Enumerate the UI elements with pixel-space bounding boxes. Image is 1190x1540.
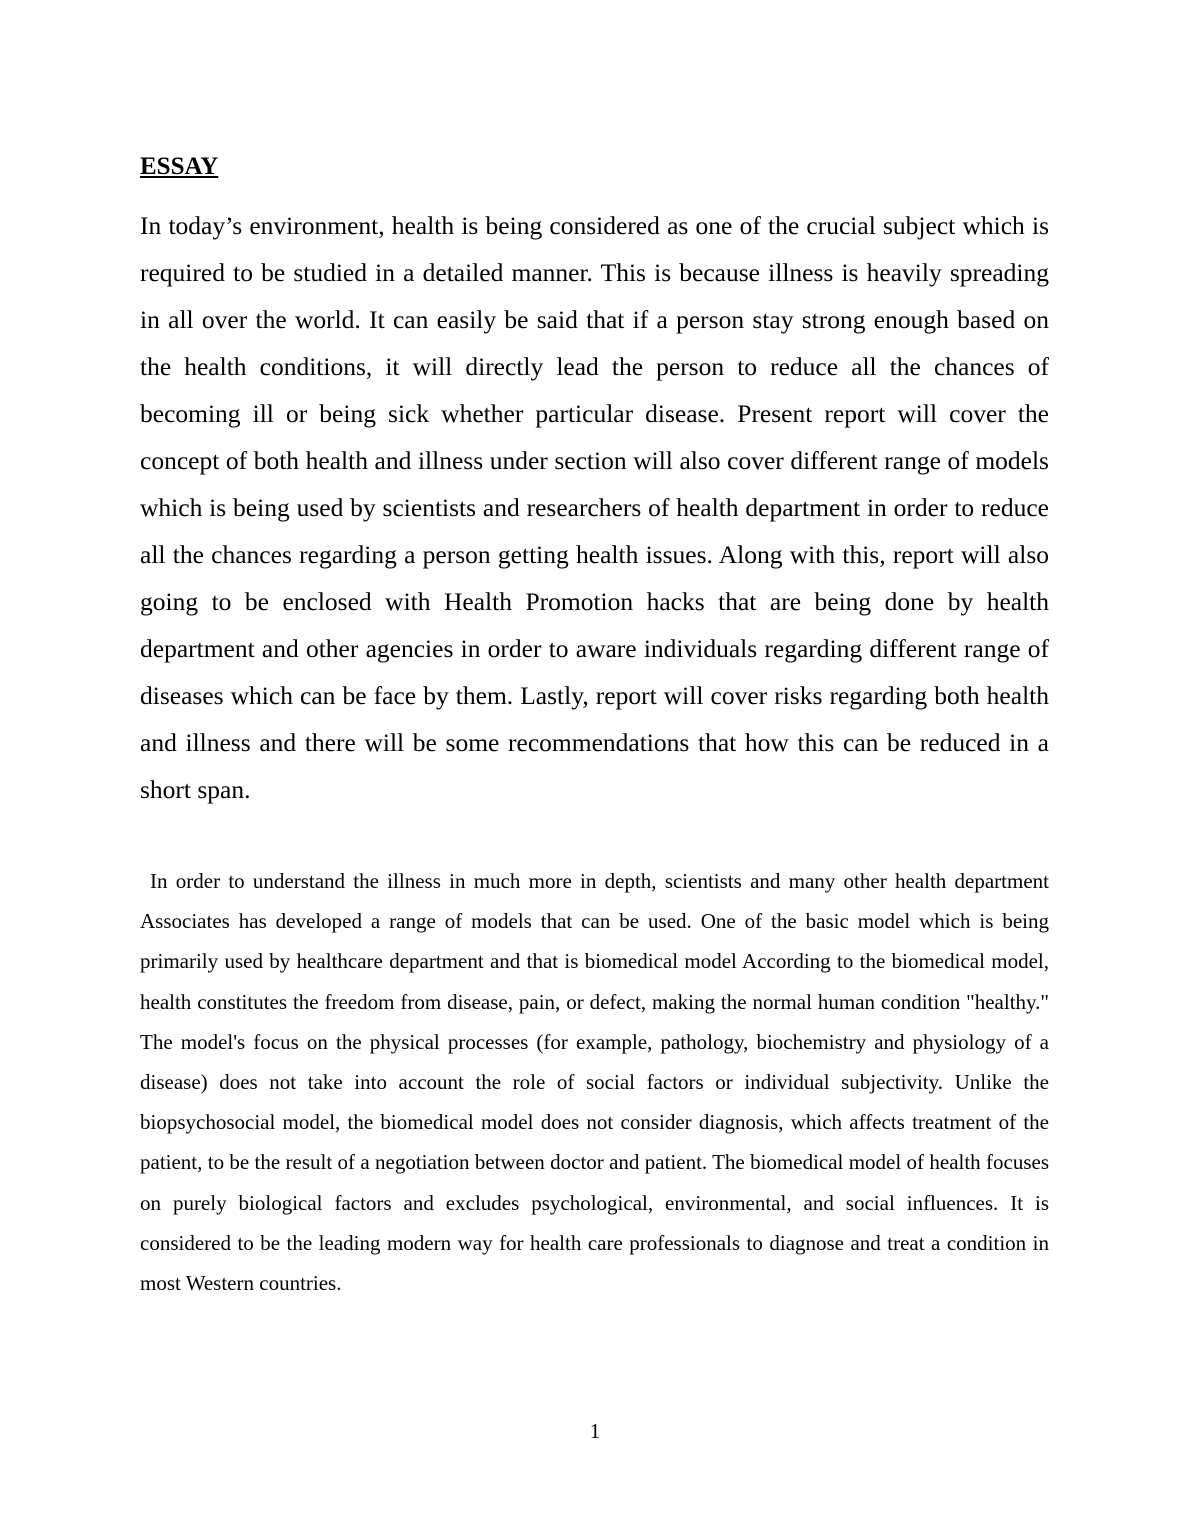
essay-heading: ESSAY [140,153,219,180]
paragraph-introduction: In today’s environment, health is being considered as one of the crucial subject which is required to be studied in a detailed manner. This is because illness is heavily spreading in all over the world. It can easily be said that if a person stay strong enough based on the health conditions, it will directly lead the person to reduce all the chances of becoming ill or being sick whether particular disease. Present report will cover the concept of both health and illness under section will also cover different range of models which is being used by scientists and researchers of health department in order to reduce all the chances regarding a person getting health issues. Along with this, report will also going to be enclosed with Health Promotion hacks that are being done by health department and other agencies in order to aware individuals regarding different range of diseases which can be face by them. Lastly, report will cover risks regarding both health and illness and there will be some recommendations that how this can be reduced in a short span. [140,211,1049,804]
paragraph-biomedical-model: In order to understand the illness in much more in depth, scientists and many other health department Associates has developed a range of models that can be used. One of the basic model which is being primarily used by healthcare department and that is biomedical model According to the biomedical model, health constitutes the freedom from disease, pain, or defect, making the normal human condition "healthy." The model's focus on the physical processes (for example, pathology, biochemistry and physiology of a disease) does not take into account the role of social factors or individual subjectivity. Unlike the biopsychosocial model, the biomedical model does not consider diagnosis, which affects treatment of the patient, to be the result of a negotiation between doctor and patient. The biomedical model of health focuses on purely biological factors and excludes psychological, environmental, and social influences. It is considered to be the leading modern way for health care professionals to diagnose and treat a condition in most Western countries. [140,869,1049,1296]
page-number: 1 [589,1419,601,1443]
